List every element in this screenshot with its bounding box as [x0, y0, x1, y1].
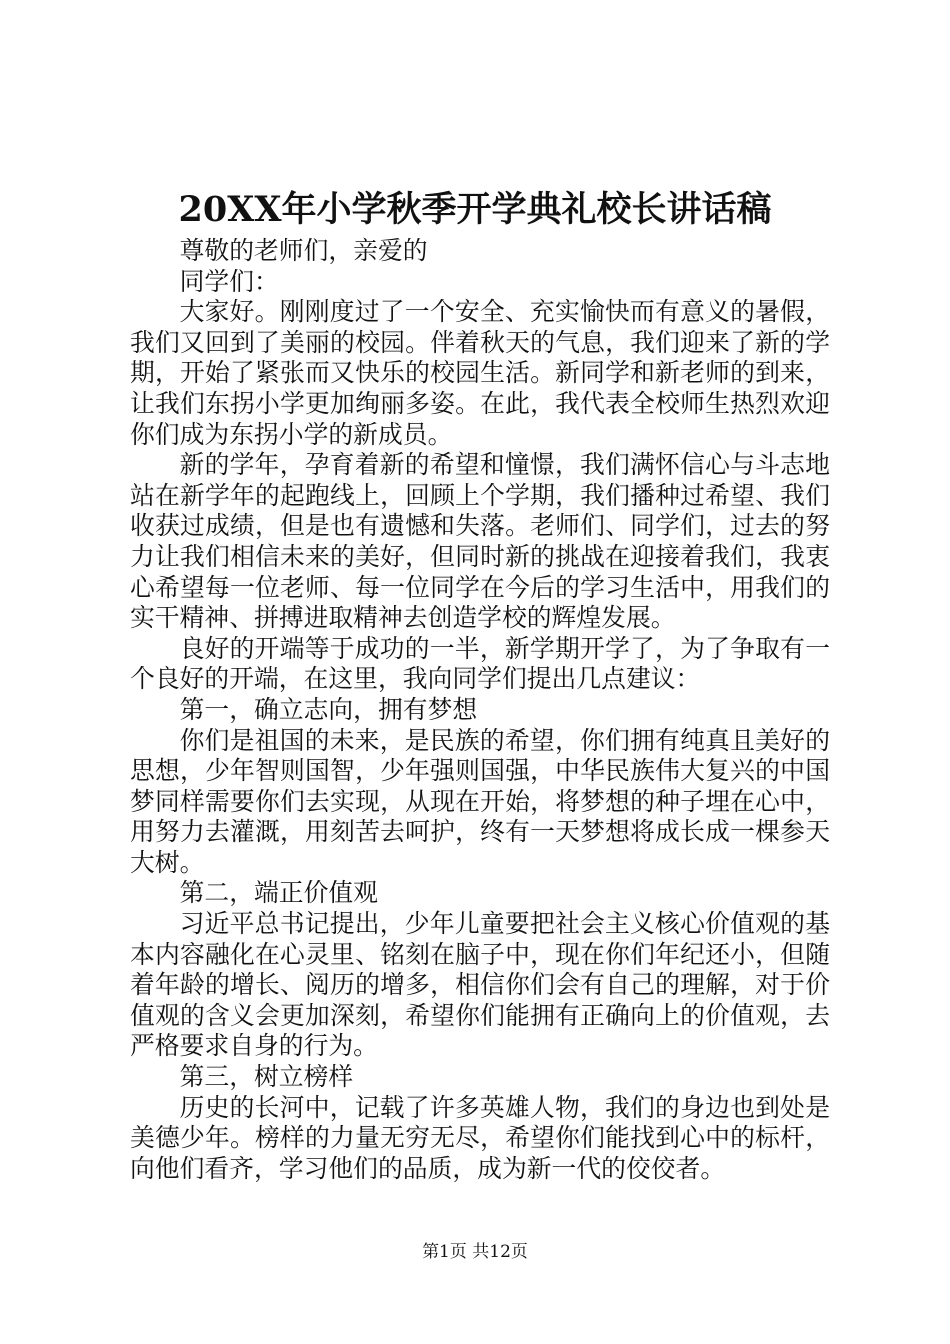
- paragraph-salutation-2: 同学们：: [179, 266, 279, 296]
- heading-second-point: 第二，端正价值观: [179, 878, 378, 908]
- paragraph-third-point: 历史的长河中，记载了许多英雄人物，我们的身边也到处是美德少年。榜样的力量无穷无尽，希望你们能找到心中的标杆，向他们看齐，学习他们的品质，成为新一代的佼佼者。: [130, 1092, 830, 1183]
- paragraph-suggestions-intro: 良好的开端等于成功的一半，新学期开学了，为了争取有一个良好的开端，在这里，我向同学们提出几点建议：: [130, 633, 830, 694]
- paragraph-new-year: 新的学年，孕育着新的希望和憧憬，我们满怀信心与斗志地站在新学年的起跑线上，回顾上个学期，我们播种过希望、我们收获过成绩，但是也有遗憾和失落。老师们、同学们，过去的努力让我们相信未来的美好，但同时新的挑战在迎接着我们，我衷心希望每一位老师、每一位同学在今后的学习生活中，用我们的实干精神、拼搏进取精神去创造学校的辉煌发展。: [130, 450, 830, 633]
- heading-third-point: 第三，树立榜样: [179, 1062, 354, 1092]
- heading-first-point: 第一，确立志向，拥有梦想: [179, 694, 478, 724]
- document-body: [130, 236, 830, 1184]
- paragraph-second-point: 习近平总书记提出，少年儿童要把社会主义核心价值观的基本内容融化在心灵里、铭刻在脑子中，现在你们年纪还小，但随着年龄的增长、阅历的增多，相信你们会有自己的理解，对于价值观的含义会更加深刻，希望你们能拥有正确向上的价值观，去严格要求自身的行为。: [130, 909, 830, 1061]
- page-number-label: 第1页 共12页: [422, 1242, 528, 1262]
- paragraph-first-point: 你们是祖国的未来，是民族的希望，你们拥有纯真且美好的思想，少年智则国智，少年强则国强，中华民族伟大复兴的中国梦同样需要你们去实现，从现在开始，将梦想的种子埋在心中，用努力去灌溉，用刻苦去呵护，终有一天梦想将成长成一棵参天大树。: [130, 725, 830, 877]
- paragraph-greeting: 大家好。刚刚度过了一个安全、充实愉快而有意义的暑假，我们又回到了美丽的校园。伴着秋天的气息，我们迎来了新的学期，开始了紧张而又快乐的校园生活。新同学和新老师的到来，让我们东拐小学更加绚丽多姿。在此，我代表全校师生热烈欢迎你们成为东拐小学的新成员。: [130, 297, 830, 449]
- paragraph-salutation-1: 尊敬的老师们，亲爱的: [179, 236, 428, 265]
- page-footer: [0, 1240, 950, 1264]
- document-title: 20XX年小学秋季开学典礼校长讲话稿: [178, 189, 772, 230]
